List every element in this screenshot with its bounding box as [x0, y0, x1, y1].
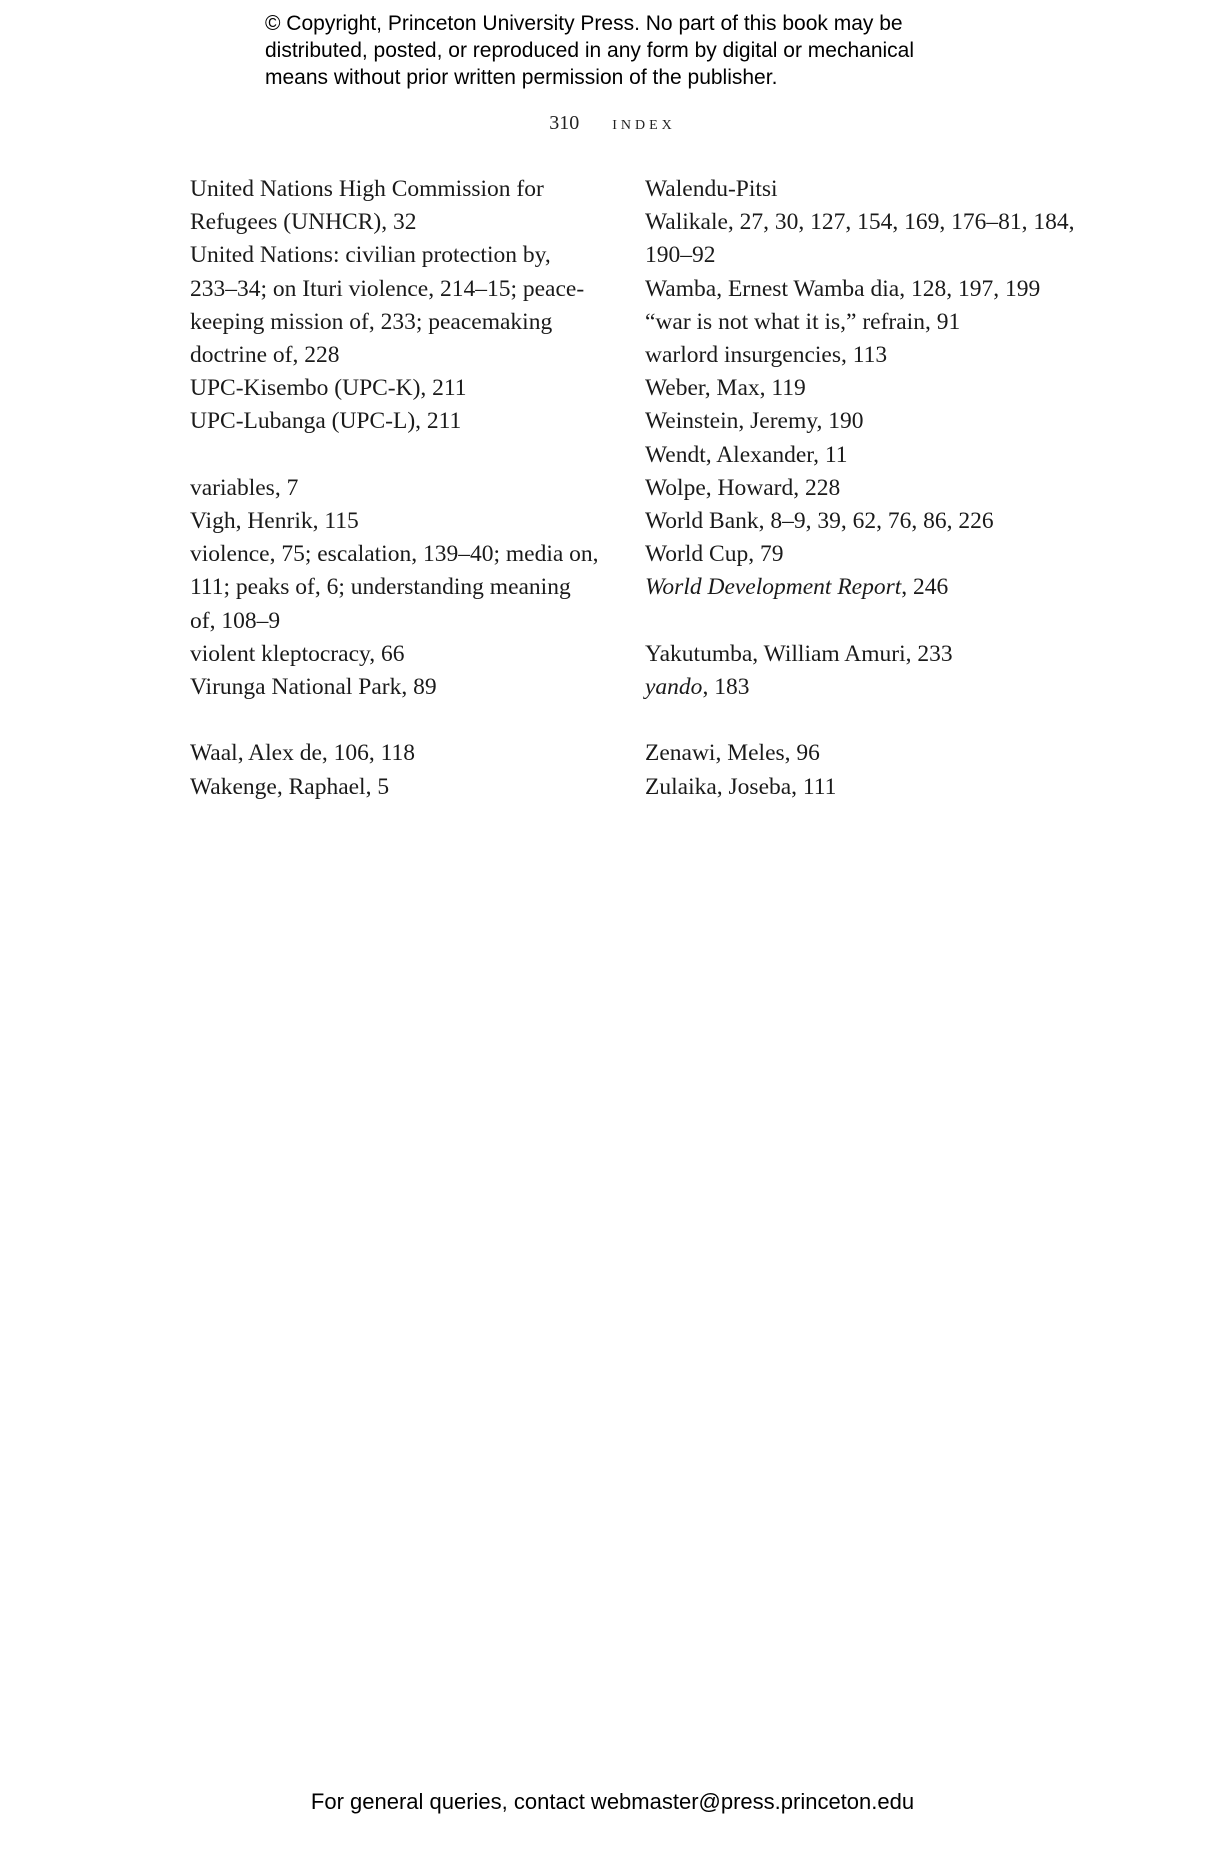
entry-line: World Bank, 8–9, 39, 62, 76, 86, 226	[645, 508, 994, 535]
entry-line: Wolpe, Howard, 228	[645, 474, 841, 501]
running-head	[0, 112, 1225, 135]
entry-line: Vigh, Henrik, 115	[190, 508, 359, 535]
index-column-right	[645, 173, 1075, 804]
index-entry	[645, 538, 1065, 571]
copyright-line: means without prior written permission of the publisher.	[265, 66, 778, 89]
running-head-title: index	[612, 112, 676, 134]
entry-line: Wendt, Alexander, 11	[645, 441, 848, 468]
index-entry	[190, 638, 610, 671]
index-entry	[190, 472, 610, 505]
index-entry	[645, 173, 1065, 206]
index-entry	[190, 405, 610, 438]
index-entry	[645, 771, 1065, 804]
index-entry	[645, 405, 1065, 438]
entry-line: Waal, Alex de, 106, 118	[190, 740, 416, 767]
entry-pages: , 246	[901, 574, 949, 601]
index-entry	[190, 372, 610, 405]
entry-line: violence, 75; escalation, 139–40; media on,	[190, 541, 599, 568]
entry-line: “war is not what it is,” refrain, 91	[645, 308, 961, 335]
letter-gap	[645, 704, 1065, 737]
index-entry	[645, 306, 1065, 339]
letter-gap	[190, 439, 610, 472]
entry-line: Zenawi, Meles, 96	[645, 740, 820, 767]
entry-line: of, 108–9	[190, 607, 281, 634]
entry-line: Yakutumba, William Amuri, 233	[645, 640, 953, 667]
entry-line: UPC-Lubanga (UPC-L), 211	[190, 408, 462, 435]
copyright-line: distributed, posted, or reproduced in any form by digital or mechanical	[265, 39, 915, 62]
entry-line: United Nations High Commission for	[190, 176, 544, 202]
entry-line: Wakenge, Raphael, 5	[190, 773, 390, 800]
index-entry	[190, 737, 610, 770]
index-entry	[645, 372, 1065, 405]
letter-gap	[645, 605, 1065, 638]
entry-line: doctrine of, 228	[190, 342, 340, 369]
entry-line: Wamba, Ernest Wamba dia, 128, 197, 199	[645, 275, 1041, 302]
index-entry	[645, 638, 1065, 671]
entry-line: World Cup, 79	[645, 541, 784, 568]
index-entry	[645, 505, 1065, 538]
entry-line	[645, 571, 1065, 604]
entry-line: Weber, Max, 119	[645, 375, 806, 402]
entry-line: United Nations: civilian protection by,	[190, 242, 551, 269]
entry-line: 111; peaks of, 6; understanding meaning	[190, 574, 571, 601]
letter-gap	[190, 704, 610, 737]
index-entry	[645, 339, 1065, 372]
copyright-notice	[265, 10, 985, 91]
index-entry	[190, 239, 610, 372]
index-entry	[645, 439, 1065, 472]
index-entry	[645, 737, 1065, 770]
entry-line: Walendu-Pitsi	[645, 176, 778, 202]
entry-line: Walikale, 27, 30, 127, 154, 169, 176–81, 184,	[645, 209, 1075, 236]
index-entry	[190, 771, 610, 804]
index-entry	[190, 538, 610, 638]
entry-line: variables, 7	[190, 474, 299, 501]
entry-pages: , 183	[702, 674, 750, 701]
footer-contact: For general queries, contact webmaster@press.princeton.edu	[310, 1789, 915, 1814]
entry-line	[645, 671, 1065, 704]
foreign-term: yando	[645, 674, 703, 701]
copyright-line: © Copyright, Princeton University Press. No part of this book may be	[265, 12, 903, 35]
entry-line: Virunga National Park, 89	[190, 674, 437, 701]
index-entry	[645, 571, 1065, 604]
entry-line: Zulaika, Joseba, 111	[645, 773, 837, 800]
index-entry	[190, 505, 610, 538]
index-entry	[645, 273, 1065, 306]
index-entry	[190, 173, 610, 239]
index-column-left	[190, 173, 610, 804]
index-entry	[645, 206, 1075, 272]
entry-line: 190–92	[645, 242, 716, 269]
entry-line: keeping mission of, 233; peacemaking	[190, 308, 553, 335]
page-number: 310	[549, 112, 580, 134]
index-entry	[645, 671, 1065, 704]
index-entry	[190, 671, 610, 704]
entry-line: warlord insurgencies, 113	[645, 342, 888, 369]
entry-line: UPC-Kisembo (UPC-K), 211	[190, 375, 467, 402]
entry-line: 233–34; on Ituri violence, 214–15; peace-	[190, 275, 585, 302]
entry-line: Weinstein, Jeremy, 190	[645, 408, 864, 435]
book-title: World Development Report	[645, 574, 902, 601]
entry-line: violent kleptocracy, 66	[190, 640, 405, 667]
entry-line: Refugees (UNHCR), 32	[190, 209, 417, 236]
index-entry	[645, 472, 1065, 505]
